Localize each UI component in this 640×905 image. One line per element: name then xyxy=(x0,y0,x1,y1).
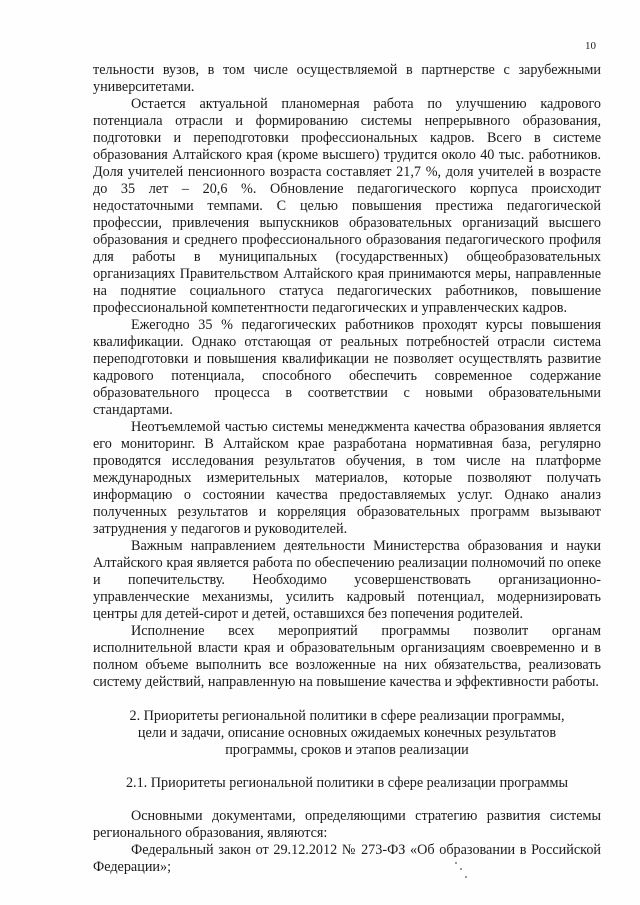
paragraph: Основными документами, определяющими стратегию развития системы регионального образования, являются: xyxy=(93,808,601,841)
section-2-heading-line: цели и задачи, описание основных ожидаемых конечных результатов xyxy=(137,725,557,741)
section-2-heading-line: программы, сроков и этапов реализации xyxy=(225,742,469,758)
section-2-1-heading: 2.1. Приоритеты региональной политики в сфере реализации программы xyxy=(125,775,569,791)
scan-specks xyxy=(455,862,469,882)
document-body xyxy=(93,62,601,876)
paragraph: Исполнение всех мероприятий программы позволит органам исполнительной власти края и образовательным организациям своевременно и в полном объеме выполнить все возложенные на них обязательства, реализовать систему действий, направленную на повышение качества и эффективности работы. xyxy=(93,623,601,690)
section-2-heading-line: 2. Приоритеты региональной политики в сфере реализации программы, xyxy=(129,708,565,724)
page-number: 10 xyxy=(585,40,596,52)
paragraph: Остается актуальной планомерная работа по улучшению кадрового потенциала отрасли и формированию системы непрерывного образования, подготовки и переподготовки профессиональных кадров. Всего в системе образования Алтайского края (кроме высшего) трудится около 40 тыс. работников. Доля учителей пенсионного возраста составляет 21,7 %, доля учителей в возрасте до 35 лет – 20,6 %. Обновление педагогического корпуса происходит недостаточными темпами. С целью повышения престижа педагогической профессии, привлечения выпускников образовательных организаций высшего образования и среднего профессионального образования педагогического профиля для работы в муниципальных (государственных) общеобразовательных организациях Правительством Алтайского края принимаются меры, направленные на поднятие социального статуса педагогических работников, повышение профессиональной компетентности педагогических и управленческих кадров. xyxy=(93,96,601,316)
paragraph: Неотъемлемой частью системы менеджмента качества образования является его мониторинг. В Алтайском крае разработана нормативная база, регулярно проводятся исследования результатов обучения, в том числе на платформе международных измерительных материалов, которые позволяют получать информацию о состоянии качества предоставляемых услуг. Однако анализ полученных результатов и корреляция образовательных программ вызывают затруднения у педагогов и руководителей. xyxy=(93,419,601,537)
paragraph: Важным направлением деятельности Министерства образования и науки Алтайского края является работа по обеспечению реализации полномочий по опеке и попечительству. Необходимо усовершенствовать организационно-управленческие механизмы, усилить кадровый потенциал, модернизировать центры для детей-сирот и детей, оставшихся без попечения родителей. xyxy=(93,538,601,622)
paragraph: Ежегодно 35 % педагогических работников проходят курсы повышения квалификации. Однако отстающая от реальных потребностей отрасли система переподготовки и повышения квалификации не позволяет осуществлять развитие кадрового потенциала, способного обеспечить современное содержание образовательного процесса в соответствии с новыми образовательными стандартами. xyxy=(93,317,601,418)
paragraph: тельности вузов, в том числе осуществляемой в партнерстве с зарубежными университетами. xyxy=(93,62,601,95)
section-2-heading xyxy=(93,708,601,759)
paragraph: Федеральный закон от 29.12.2012 № 273-ФЗ «Об образовании в Российской Федерации»; xyxy=(93,842,601,875)
